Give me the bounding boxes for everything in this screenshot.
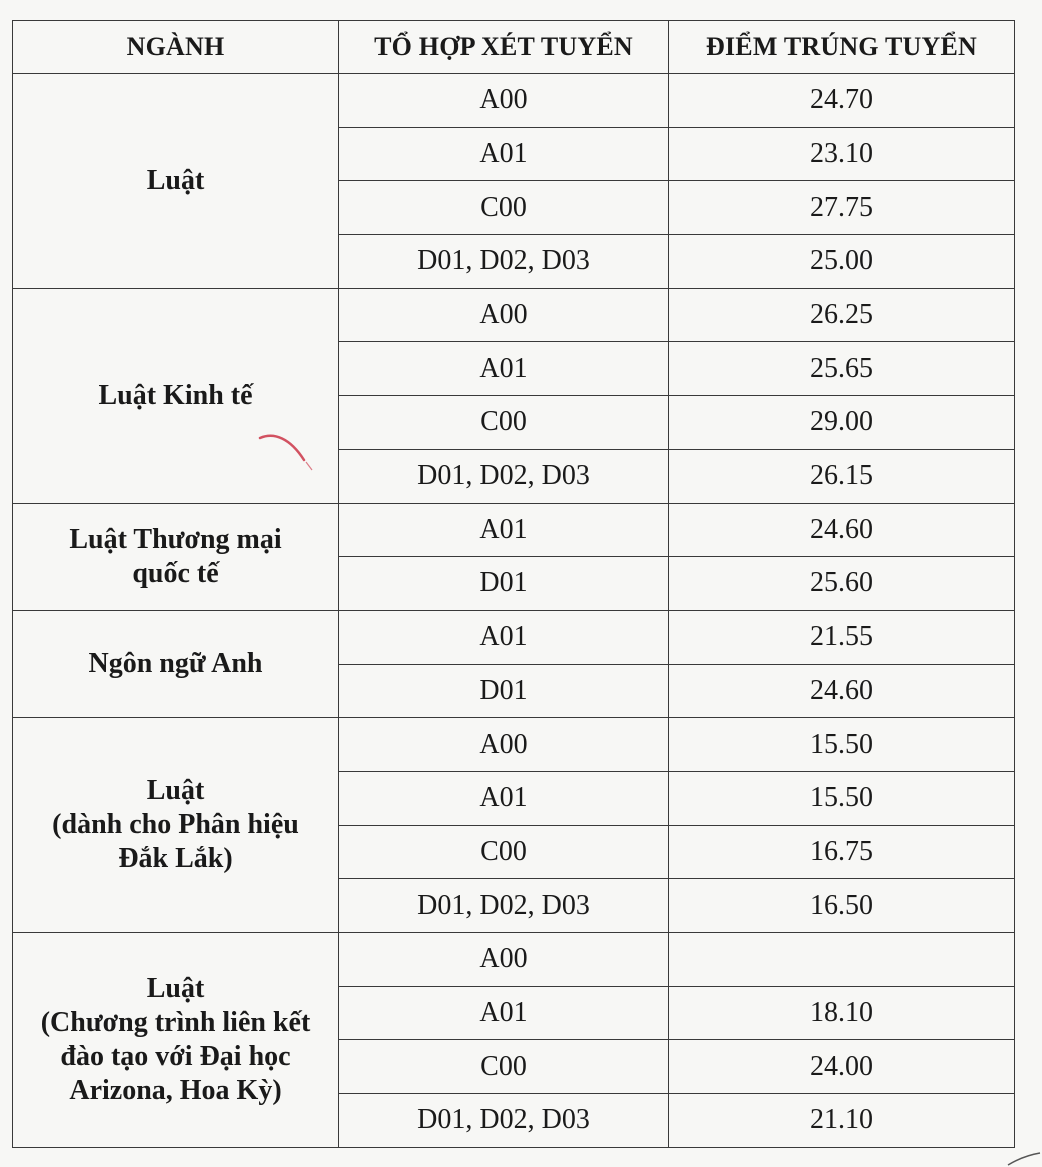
- combination-cell: A01: [339, 503, 669, 557]
- table-row: [13, 74, 1015, 128]
- combination-cell: D01: [339, 664, 669, 718]
- score-cell: 26.25: [669, 288, 1015, 342]
- combination-cell: C00: [339, 1040, 669, 1094]
- score-cell: 24.00: [669, 1040, 1015, 1094]
- score-cell: 26.15: [669, 449, 1015, 503]
- combination-cell: A01: [339, 771, 669, 825]
- score-cell: 24.60: [669, 664, 1015, 718]
- major-cell: Luật (Chương trình liên kết đào tạo với Đại học Arizona, Hoa Kỳ): [13, 933, 339, 1148]
- combination-cell: C00: [339, 825, 669, 879]
- score-cell: 25.00: [669, 235, 1015, 289]
- major-cell: Luật Thương mại quốc tế: [13, 503, 339, 610]
- score-cell: 25.60: [669, 557, 1015, 611]
- score-cell: 21.10: [669, 1094, 1015, 1148]
- admission-scores-table: [12, 20, 1015, 1148]
- score-cell: 24.60: [669, 503, 1015, 557]
- major-cell: Ngôn ngữ Anh: [13, 610, 339, 717]
- score-column-header: ĐIỂM TRÚNG TUYỂN: [669, 21, 1015, 74]
- score-cell: 18.10: [669, 986, 1015, 1040]
- table-row: [13, 718, 1015, 772]
- combination-cell: D01, D02, D03: [339, 879, 669, 933]
- combination-cell: A00: [339, 288, 669, 342]
- combination-cell: C00: [339, 181, 669, 235]
- score-cell: 16.75: [669, 825, 1015, 879]
- major-cell: Luật Kinh tế: [13, 288, 339, 503]
- score-cell: [669, 933, 1015, 987]
- score-cell: 15.50: [669, 718, 1015, 772]
- combination-cell: A00: [339, 933, 669, 987]
- combination-column-header: TỔ HỢP XÉT TUYỂN: [339, 21, 669, 74]
- score-cell: 24.70: [669, 74, 1015, 128]
- table-row: [13, 503, 1015, 557]
- combination-cell: C00: [339, 396, 669, 450]
- major-column-header: NGÀNH: [13, 21, 339, 74]
- combination-cell: A01: [339, 986, 669, 1040]
- score-cell: 16.50: [669, 879, 1015, 933]
- score-cell: 27.75: [669, 181, 1015, 235]
- combination-cell: A01: [339, 127, 669, 181]
- score-cell: 15.50: [669, 771, 1015, 825]
- table-row: [13, 933, 1015, 987]
- table-row: [13, 610, 1015, 664]
- score-cell: 21.55: [669, 610, 1015, 664]
- score-cell: 23.10: [669, 127, 1015, 181]
- score-cell: 29.00: [669, 396, 1015, 450]
- score-cell: 25.65: [669, 342, 1015, 396]
- combination-cell: A00: [339, 718, 669, 772]
- table-row: [13, 288, 1015, 342]
- combination-cell: A01: [339, 610, 669, 664]
- combination-cell: D01, D02, D03: [339, 235, 669, 289]
- major-cell: Luật: [13, 74, 339, 289]
- major-cell: Luật (dành cho Phân hiệu Đắk Lắk): [13, 718, 339, 933]
- table-body: [13, 74, 1015, 1148]
- combination-cell: D01: [339, 557, 669, 611]
- header-row: [13, 21, 1015, 74]
- combination-cell: D01, D02, D03: [339, 449, 669, 503]
- combination-cell: D01, D02, D03: [339, 1094, 669, 1148]
- combination-cell: A00: [339, 74, 669, 128]
- combination-cell: A01: [339, 342, 669, 396]
